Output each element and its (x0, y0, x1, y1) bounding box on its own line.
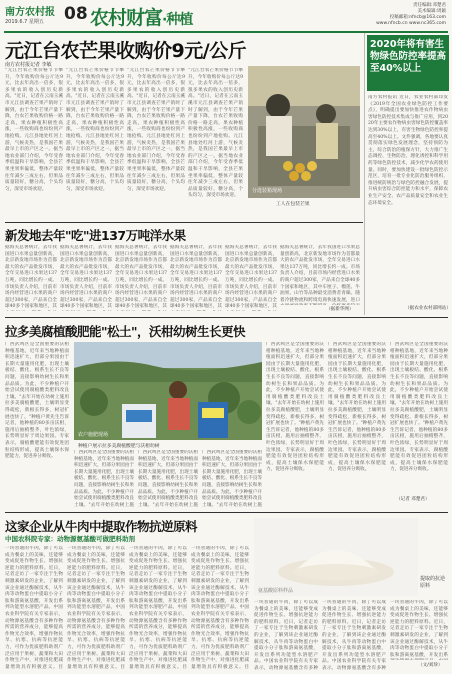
article3-author: （记者 邓楚君） (396, 497, 430, 502)
article1-headline: 元江台农芒果收购价9元/公斤 (5, 40, 247, 62)
article2-source: （据新华网） (326, 307, 354, 312)
article3-headline: 拉多美腐植酸肥能"松土"，沃柑幼树生长更快 (5, 324, 246, 339)
subsection-name: ·种植 (162, 12, 193, 28)
article3-photo (74, 342, 262, 440)
article1-col2: "元江台农芒果价格节节攀升，今年收购价每公斤达9元，比去年高出一倍多，很多果农的收入创历史新高。"近日，记者在云南玉溪市元江县调查芒果产销时了解到，由于今年芒果产量下降，台农芒果收购价格一路走高，果农种植积极性高涨，一些收购商也纷纷到产地抢购。元江县地处红河上游，气候炎热，是我国芒果最早上市的产区之一。据当地农业部门介绍，今年受春季低温和干旱影响，全县芒果坐果率偏低，整体产量较往年减少三成左右，但果品质量较好，糖分高，个头均匀，深受市场欢迎。 (66, 68, 124, 192)
mango-packing-illustration (248, 66, 360, 198)
article4-photo (254, 518, 418, 596)
article4-col2: 一块普通的牛肉，除了可以成为餐桌上的美味，还能够变成促进作物生长、增强抗逆能力的肥料原料。近日，记者走访了一家专注于生物刺激素研发的企业，了解到该企业通过酶解技术，从牛肉等动物蛋白中提取小分子肽和游离氨基酸，开发出系列功能型水溶肥产品。中国农业科学院有关专家表示，动物源氨基酸含有多种作物所需的营养成分，能够提高作物光合效率，增强作物抗旱、抗寒、抗病等抗逆能力，可作为优质肥料助剂广泛应用于果树、蔬菜和大田作物生产中，对推进化肥减量增效具有积极意义。目 (67, 546, 125, 670)
section-title (90, 3, 192, 30)
paper-logo: 南方农村报 (5, 7, 55, 18)
powder-sample-illustration (254, 518, 418, 596)
article4-col4: 一块普通的牛肉，除了可以成为餐桌上的美味，还能够变成促进作物生长、增强抗逆能力的肥料原料。近日，记者走访了一家专注于生物刺激素研发的企业，了解到该企业通过酶解技术，从牛肉等动物蛋白中提取小分子肽和游离氨基酸，开发出系列功能型水溶肥产品。中国农业科学院有关专家表示，动物源氨基酸含有多种作物所需的营养成分，能够提高作物光合效率，增强作物抗旱、抗寒、抗病等抗逆能力，可作为优质肥料助剂广泛应用于果树、蔬菜和大田作物生产中，对推进化肥减量增效具有积极意义。目 (191, 546, 249, 670)
article3-col3: 广西武鸣区是全国重要的沃柑种植基地，近年来当地种植面积迅速扩大，但部分果园由于长期大量施用化肥，出现土壤板结、酸化、根系生长不良等问题，直接影响幼树生长和果品品质。为此，不少种植户开始尝试使用腐植酸类肥料改良土壤。"去年开始在幼树上施 (138, 450, 198, 508)
article3-photo-caption: 种植户展示拉多美腐植酸肥与沃柑幼树 (78, 444, 160, 449)
article2-col1: 据海关总署统计，去年我国进口水果总量创新高，北京新发地市场作为首都最大的农产品批发市场，全年交易进口水果达137万吨，同比增长约一成。市场负责人介绍，目前市场内经营进口水果的商户超过300家，产品来自全球40多个国家和地区，其 (5, 245, 57, 310)
article1-photo-overlay: 分选装箱现场 (252, 188, 283, 194)
sidebar-headline: 2020年将有害生物绿色防控率提高至40%以上 (370, 39, 447, 74)
article2-col3: 据海关总署统计，去年我国进口水果总量创新高，北京新发地市场作为首都最大的农产品批发市场，全年交易进口水果达137万吨，同比增长约一成。市场负责人介绍，目前市场内经营进口水果的商户超过300家，产品来自全球40多个国家和地区，其 (115, 245, 167, 310)
article4-col3: 一块普通的牛肉，除了可以成为餐桌上的美味，还能够变成促进作物生长、增强抗逆能力的肥料原料。近日，记者走访了一家专注于生物刺激素研发的企业，了解到该企业通过酶解技术，从牛肉等动物蛋白中提取小分子肽和游离氨基酸，开发出系列功能型水溶肥产品。中国农业科学院有关专家表示，动物源氨基酸含有多种作物所需的营养成分，能够提高作物光合效率，增强作物抗旱、抗寒、抗病等抗逆能力，可作为优质肥料助剂广泛应用于果树、蔬菜和大田作物生产中，对推进化肥减量增效具有积极意义。目 (129, 546, 187, 670)
article2-col4: 据海关总署统计，去年我国进口水果总量创新高，北京新发地市场作为首都最大的农产品批发市场，全年交易进口水果达137万吨，同比增长约一成。市场负责人介绍，目前市场内经营进口水果的商户超过300家，产品来自全球40多个国家和地区，其 (170, 245, 222, 310)
article4-col1: 一块普通的牛肉，除了可以成为餐桌上的美味，还能够变成促进作物生长、增强抗逆能力的肥料原料。近日，记者走访了一家专注于生物刺激素研发的企业，了解到该企业通过酶解技术，从牛肉等动物蛋白中提取小分子肽和游离氨基酸，开发出系列功能型水溶肥产品。中国农业科学院有关专家表示，动物源氨基酸含有多种作物所需的营养成分，能够提高作物光合效率，增强作物抗旱、抗寒、抗病等抗逆能力，可作为优质肥料助剂广泛应用于果树、蔬菜和大田作物生产中，对推进化肥减量增效具有积极意义。目 (5, 546, 63, 670)
masthead-email: 投稿邮箱:nfncb@163.com (389, 15, 446, 20)
article3-col6: 广西武鸣区是全国重要的沃柑种植基地，近年来当地种植面积迅速扩大，但部分果园由于长期大量施用化肥，出现土壤板结、酸化、根系生长不良等问题，直接影响幼树生长和果品品质。为此，不少种植户开始尝试使用腐植酸类肥料改良土壤。"去年开始在幼树上施用拉多美腐植酸肥，土壤明显变得疏松，新根长得多，树冠扩展也快了。"种植户黄先生告诉记者，他种植的80多亩沃柑，施用后抽梢整齐，叶色浓绿，长势明显好于周边果园。专家表示，腐植酸肥能有效促进团粒结构形成，提高土壤保水保肥能力，促进养分吸收。 (328, 342, 386, 473)
divider-1 (5, 222, 363, 223)
article1-col4: "元江台农芒果价格节节攀升，今年收购价每公斤达9元，比去年高出一倍多，很多果农的收入创历史新高。"近日，记者在云南玉溪市元江县调查芒果产销时了解到，由于今年芒果产量下降，台农芒果收购价格一路走高，果农种植积极性高涨，一些收购商也纷纷到产地抢购。元江县地处红河上游，气候炎热，是我国芒果最早上市的产区之一。据当地农业部门介绍，今年受春季低温和干旱影响，全县芒果坐果率偏低，整体产量较往年减少三成左右，但果品质量较好，糖分高，个头均匀，深受市场欢迎。 (188, 68, 243, 199)
section-name: 农村财富 (90, 7, 163, 29)
article4-col5: 一块普通的牛肉，除了可以成为餐桌上的美味，还能够变成促进作物生长、增强抗逆能力的肥料原料。近日，记者走访了一家专注于生物刺激素研发的企业，了解到该企业通过酶解技术，从牛肉等动物蛋白中提取小分子肽和游离氨基酸，开发出系列功能型水溶肥产品。中国农业科学院有关专家表示，动物源氨基酸含有多种 (254, 600, 318, 670)
article4-photo-caption: 提取的抗逆原料 (420, 576, 446, 589)
article3-col2: 广西武鸣区是全国重要的沃柑种植基地，近年来当地种植面积迅速扩大，但部分果园由于长期大量施用化肥，出现土壤板结、酸化、根系生长不良等问题，直接影响幼树生长和果品品质。为此，不少种植户开始尝试使用腐植酸类肥料改良土壤。"去年开始在幼树上施 (74, 450, 134, 508)
article3-col1: 广西武鸣区是全国重要的沃柑种植基地，近年来当地种植面积迅速扩大，但部分果园由于长期大量施用化肥，出现土壤板结、酸化、根系生长不良等问题，直接影响幼树生长和果品品质。为此，不少种植户开始尝试使用腐植酸类肥料改良土壤。"去年开始在幼树上施用拉多美腐植酸肥，土壤明显变得疏松，新根长得多，树冠扩展也快了。"种植户黄先生告诉记者，他种植的80多亩沃柑，施用后抽梢整齐，叶色浓绿，长势明显好于周边果园。专家表示，腐植酸肥能有效促进团粒结构形成，提高土壤保水保肥能力，促进养分吸收。 (5, 342, 69, 460)
article3-photo-label: 农户施肥现场 (78, 432, 109, 438)
masthead-designer: 美术编辑:周颖 (417, 9, 446, 14)
article4-end-tag: （文/刘珍） (418, 663, 443, 668)
article2-col6: 据海关总署统计，去年我国进口水果总量创新高，北京新发地市场作为首都最大的农产品批发市场，全年交易进口水果达137万吨，同比增长约一成。市场负责人介绍，目前市场内经营进口水果的商户超过300家，产品来自全球40多个国家和地区，其中车厘子、榴莲、牛油果、山竹等品种最受消费者青睐。随着冷链物流和跨境电商快速发展，进口 (280, 245, 360, 303)
article1-photo (248, 66, 360, 198)
masthead (0, 0, 452, 32)
sidebar-text: 南方农村报讯 近日，农业农村部印发《2019年全国农业绿色防控工作要点》，明确提出要加快推进农作物病虫害绿色防控技术集成与推广应用，到2020年主要农作物病虫害绿色防控覆盖率达到30%以上，有害生物绿色防控率提高至40%以上。文件强调，各地要认真贯彻落实绿色发展理念，坚持预防为主、综合防治的植保方针，大力推广生态调控、生物防治、理化诱控和科学用药等绿色防控技术，减少化学农药使用量。同时，要加快建设一批绿色防控示范区，培育一批专业化防治服务组织，推进统防统治与绿色防控融合发展，提升病虫害综合防控能力和水平，保障农业生产安全、农产品质量安全和农业生态环境安全。 (368, 95, 448, 206)
date-line: 2019.6.7 星期五 (5, 19, 44, 25)
article3-col4: 广西武鸣区是全国重要的沃柑种植基地，近年来当地种植面积迅速扩大，但部分果园由于长期大量施用化肥，出现土壤板结、酸化、根系生长不良等问题，直接影响幼树生长和果品品质。为此，不少种植户开始尝试使用腐植酸类肥料改良土壤。"去年开始在幼树上施 (202, 450, 262, 508)
page-number: 08 (64, 4, 88, 24)
article3-col7: 广西武鸣区是全国重要的沃柑种植基地，近年来当地种植面积迅速扩大，但部分果园由于长期大量施用化肥，出现土壤板结、酸化、根系生长不良等问题，直接影响幼树生长和果品品质。为此，不少种植户开始尝试使用腐植酸类肥料改良土壤。"去年开始在幼树上施用拉多美腐植酸肥，土壤明显变得疏松，新根长得多，树冠扩展也快了。"种植户黄先生告诉记者，他种植的80多亩沃柑，施用后抽梢整齐，叶色浓绿，长势明显好于周边果园。专家表示，腐植酸肥能有效促进团粒结构形成，提高土壤保水保肥能力，促进养分吸收。 (390, 342, 448, 473)
article4-subheadline: 中国农科院专家：动物源氨基酸可做肥料助剂 (5, 535, 135, 543)
divider-3 (5, 512, 448, 513)
article1-col1: "元江台农芒果价格节节攀升，今年收购价每公斤达9元，比去年高出一倍多，很多果农的收入创历史新高。"近日，记者在云南玉溪市元江县调查芒果产销时了解到，由于今年芒果产量下降，台农芒果收购价格一路走高，果农种植积极性高涨，一些收购商也纷纷到产地抢购。元江县地处红河上游，气候炎热，是我国芒果最早上市的产区之一。据当地农业部门介绍，今年受春季低温和干旱影响，全县芒果坐果率偏低，整体产量较往年减少三成左右，但果品质量较好，糖分高，个头均匀，深受市场欢迎。 (5, 68, 63, 192)
article1-photo-caption: 工人在包装芒果 (276, 202, 310, 207)
article1-byline: 南方农村报记者 李敏 (5, 62, 52, 68)
article1-col3: "元江台农芒果价格节节攀升，今年收购价每公斤达9元，比去年高出一倍多，很多果农的收入创历史新高。"近日，记者在云南玉溪市元江县调查芒果产销时了解到，由于今年芒果产量下降，台农芒果收购价格一路走高，果农种植积极性高涨，一些收购商也纷纷到产地抢购。元江县地处红河上游，气候炎热，是我国芒果最早上市的产区之一。据当地农业部门介绍，今年受春季低温和干旱影响，全县芒果坐果率偏低，整体产量较往年减少三成左右，但果品质量较好，糖分高，个头均匀，深受市场欢迎。 (127, 68, 185, 192)
article4-col7: 一块普通的牛肉，除了可以成为餐桌上的美味，还能够变成促进作物生长、增强抗逆能力的肥料原料。近日，记者走访了一家专注于生物刺激素研发的企业，了解到该企业通过酶解技术，从牛肉等动物蛋白中提取小分子肽和游离氨基酸，开发出系 (390, 600, 448, 658)
masthead-website: www.nfncb.cn www.nc365.com (376, 21, 446, 26)
article4-headline: 这家企业从牛肉中提取作物抗逆原料 (5, 519, 198, 534)
orchard-farmer-illustration (74, 342, 262, 440)
masthead-right (236, 3, 446, 27)
article2-col2: 据海关总署统计，去年我国进口水果总量创新高，北京新发地市场作为首都最大的农产品批发市场，全年交易进口水果达137万吨，同比增长约一成。市场负责人介绍，目前市场内经营进口水果的商户超过300家，产品来自全球40多个国家和地区，其 (60, 245, 112, 310)
masthead-editor: 责任编辑:邓楚君 (412, 3, 446, 8)
divider-2 (5, 317, 448, 318)
sidebar-box (364, 33, 451, 315)
article2-headline: 新发地去年"吃"进137万吨洋水果 (5, 228, 186, 243)
article3-col5: 广西武鸣区是全国重要的沃柑种植基地，近年来当地种植面积迅速扩大，但部分果园由于长期大量施用化肥，出现土壤板结、酸化、根系生长不良等问题，直接影响幼树生长和果品品质。为此，不少种植户开始尝试使用腐植酸类肥料改良土壤。"去年开始在幼树上施用拉多美腐植酸肥，土壤明显变得疏松，新根长得多，树冠扩展也快了。"种植户黄先生告诉记者，他种植的80多亩沃柑，施用后抽梢整齐，叶色浓绿，长势明显好于周边果园。专家表示，腐植酸肥能有效促进团粒结构形成，提高土壤保水保肥能力，促进养分吸收。 (266, 342, 324, 473)
article4-photo-label: 氨基酸原料样品 (258, 588, 294, 594)
article2-col5: 据海关总署统计，去年我国进口水果总量创新高，北京新发地市场作为首都最大的农产品批发市场，全年交易进口水果达137万吨，同比增长约一成。市场负责人介绍，目前市场内经营进口水果的商户超过300家，产品来自全球40多个国家和地区，其 (225, 245, 277, 310)
sidebar-source: （据农业农村部网站） (405, 306, 451, 311)
article4-col6: 一块普通的牛肉，除了可以成为餐桌上的美味，还能够变成促进作物生长、增强抗逆能力的肥料原料。近日，记者走访了一家专注于生物刺激素研发的企业，了解到该企业通过酶解技术，从牛肉等动物蛋白中提取小分子肽和游离氨基酸，开发出系列功能型水溶肥产品。中国农业科学院有关专家表示，动物源氨基酸含有多种 (322, 600, 386, 670)
